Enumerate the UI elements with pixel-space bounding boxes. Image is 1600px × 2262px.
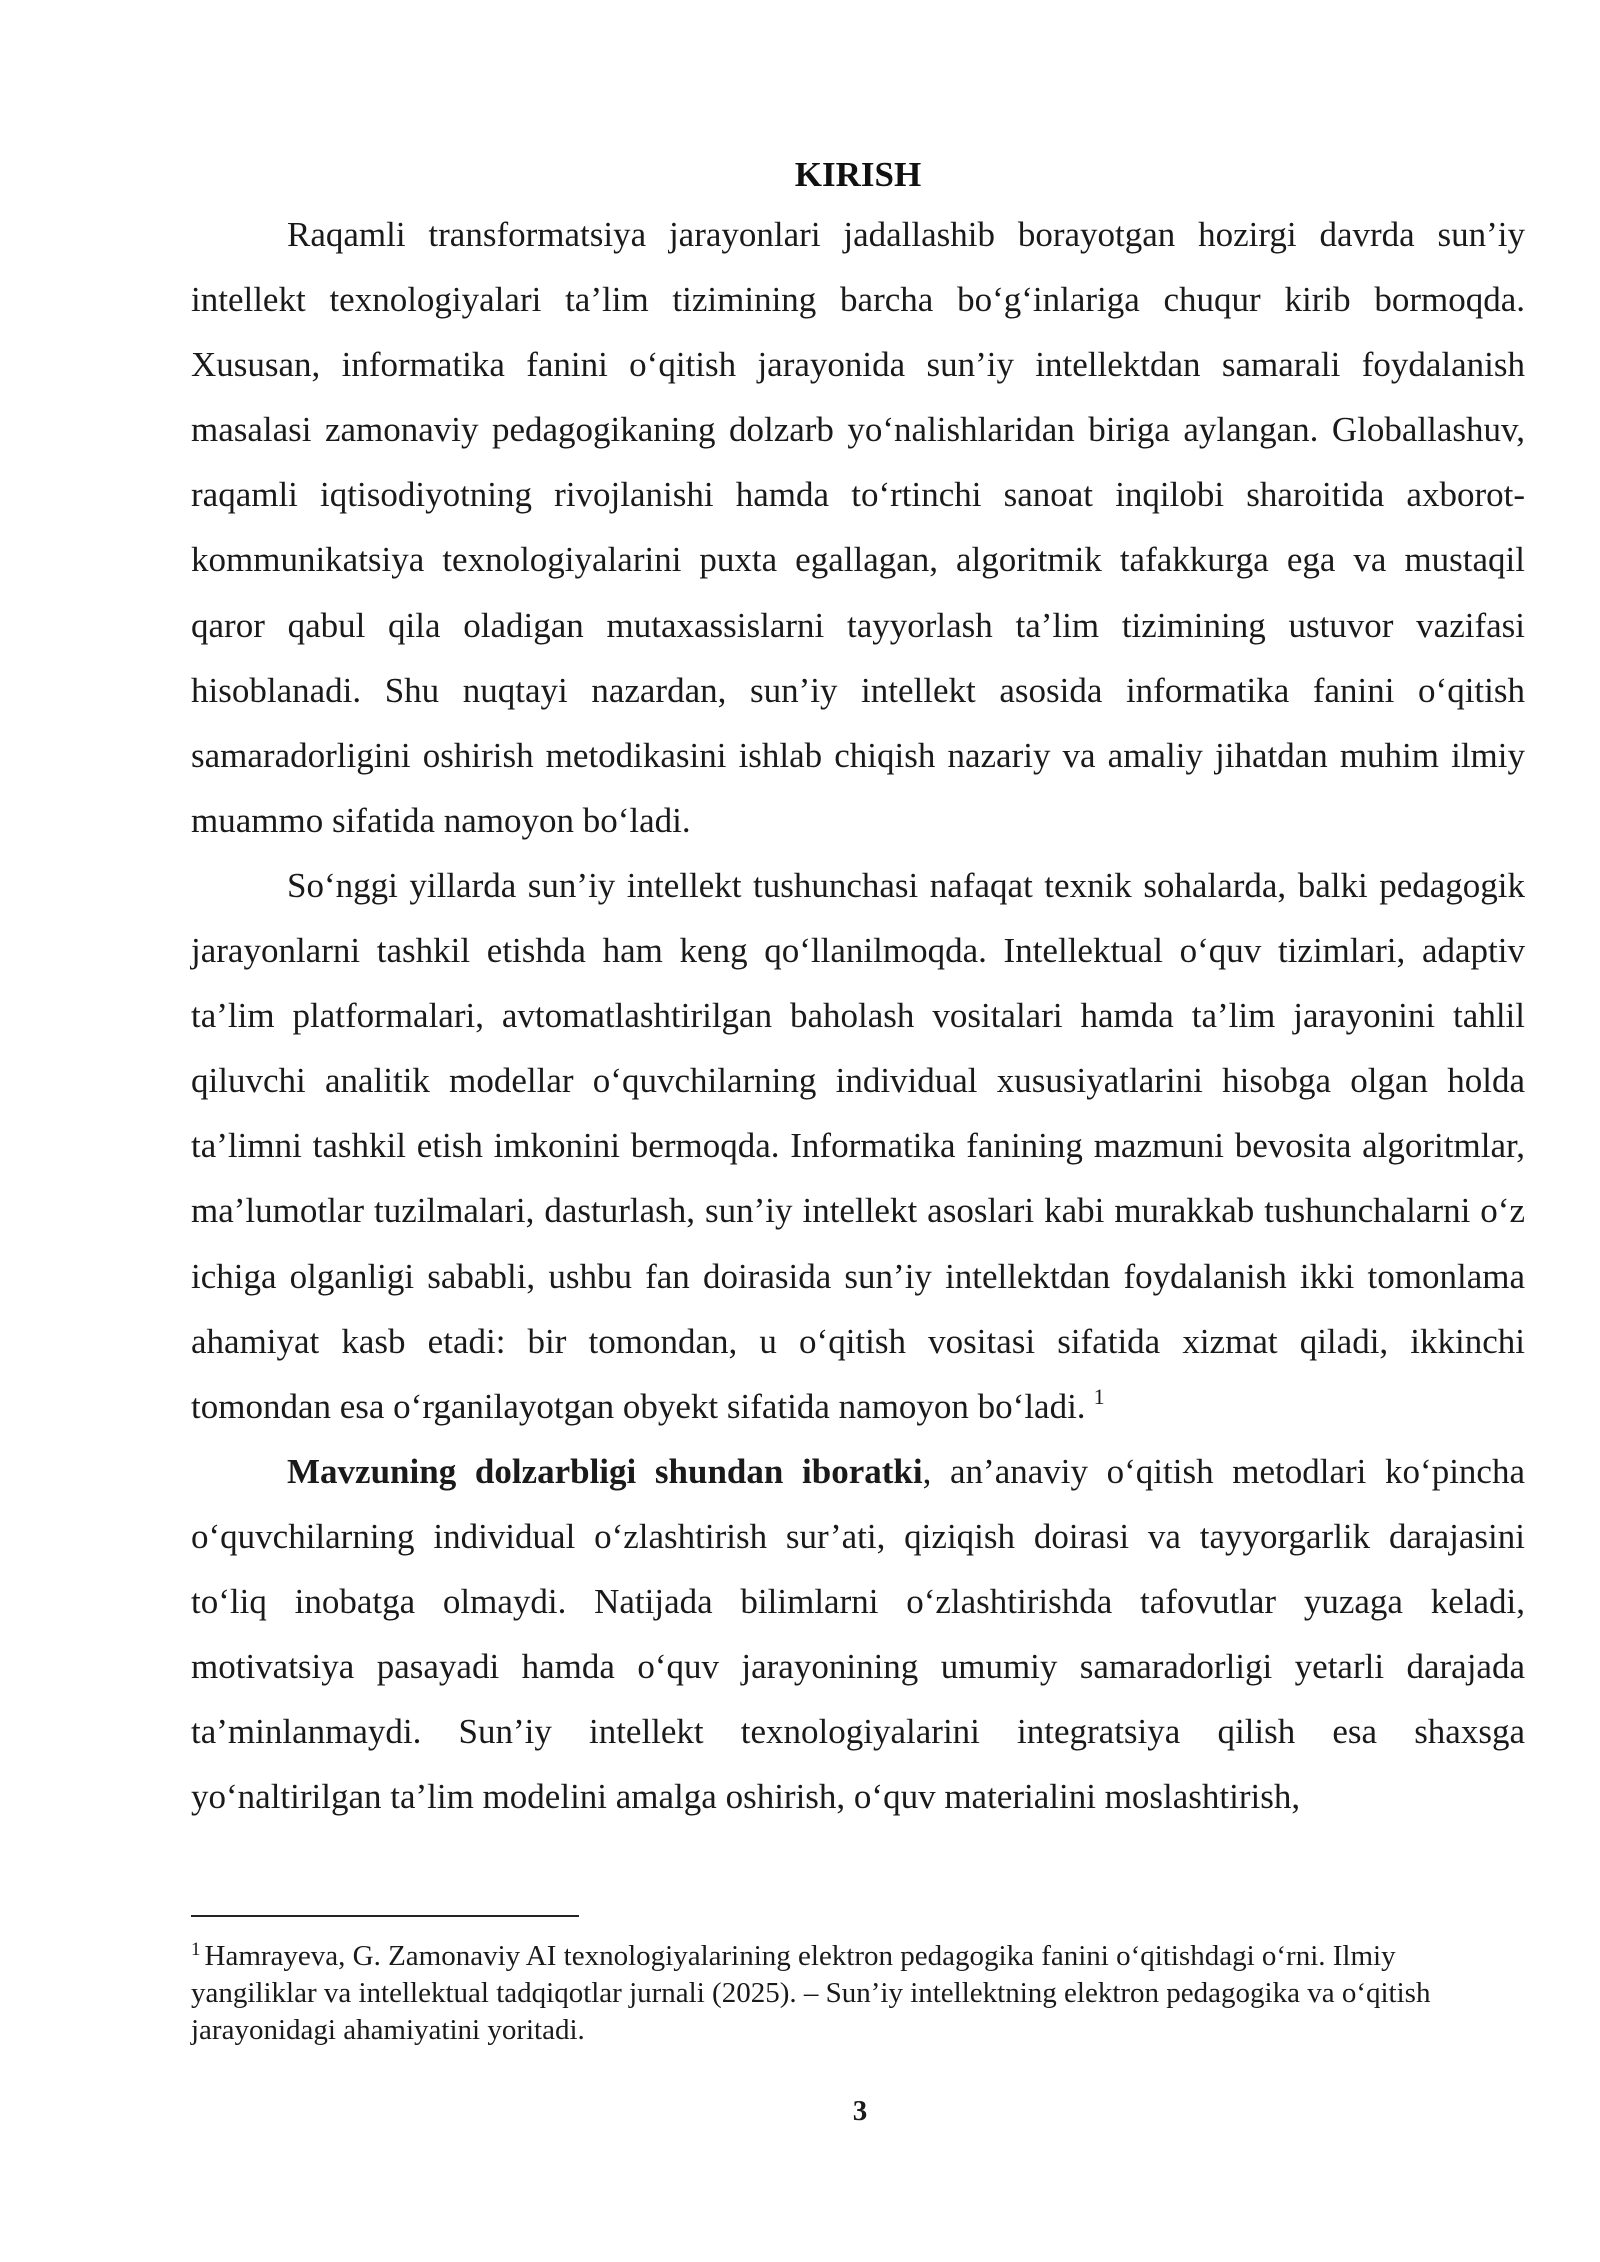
footnote-number: 1	[191, 1939, 201, 1960]
footnote-reference[interactable]: 1	[1093, 1383, 1105, 1409]
paragraph-2-text: So‘nggi yillarda sun’iy intellekt tushunchasi nafaqat texnik sohalarda, balki pedagogik jarayonlarni tashkil etishda ham keng qo‘llanilmoqda. Intellektual o‘quv tizimlari, adaptiv ta’lim platformalari, avtomatlashtirilgan baholash vositalari hamda ta’lim jarayonini tahlil qiluvchi analitik modellar o‘quvchilarning individual xususiyatlarini hisobga olgan holda ta’limni tashkil etish imkonini bermoqda. Informatika fanining mazmuni bevosita algoritmlar, ma’lumotlar tuzilmalari, dasturlash, sun’iy intellekt asoslari kabi murakkab tushunchalarni o‘z ichiga olganligi sababli, ushbu fan doirasida sun’iy intellektdan foydalanish ikki tomonlama ahamiyat kasb etadi: bir tomondan, u o‘qitish vositasi sifatida xizmat qiladi, ikkinchi tomondan esa o‘rganilayotgan obyekt sifatida namoyon bo‘ladi.	[191, 865, 1525, 1426]
paragraph-3-text: , an’anaviy o‘qitish metodlari ko‘pincha o‘quvchilarning individual o‘zlashtirish sur’ati, qiziqish doirasi va tayyorgarlik darajasini to‘liq inobatga olmaydi. Natijada bilimlarni o‘zlashtirishda tafovutlar yuzaga keladi, motivatsiya pasayadi hamda o‘quv jarayonining umumiy samaradorligi yetarli darajada ta’minlanmaydi. Sun’iy intellekt texnologiyalarini integratsiya qilish esa shaxsga yo‘naltirilgan ta’lim modelini amalga oshirish, o‘quv materialini moslashtirish,	[191, 1451, 1525, 1817]
footnote-separator	[191, 1915, 579, 1917]
paragraph-2	[191, 853, 1525, 1439]
section-heading: KIRISH	[794, 155, 922, 194]
paragraph-3	[191, 1439, 1525, 1830]
page-number: 3	[852, 2095, 868, 2127]
footnote-text: Hamrayeva, G. Zamonaviy AI texnologiyalarining elektron pedagogika fanini o‘qitishdagi o‘rni. Ilmiy yangiliklar va intellektual tadqiqotlar jurnali (2025). – Sun’iy intellektning elektron pedagogika va o‘qitish jarayonidagi ahamiyatini yoritadi.	[191, 1940, 1431, 2046]
document-body	[191, 150, 1525, 1829]
paragraph-3-lead: Mavzuning dolzarbligi shundan iboratki	[287, 1451, 923, 1491]
paragraph-1: Raqamli transformatsiya jarayonlari jadallashib borayotgan hozirgi davrda sun’iy intellekt texnologiyalari ta’lim tizimining barcha bo‘g‘inlariga chuqur kirib bormoqda. Xususan, informatika fanini o‘qitish jarayonida sun’iy intellektdan samarali foydalanish masalasi zamonaviy pedagogikaning dolzarb yo‘nalishlaridan biriga aylangan. Globallashuv, raqamli iqtisodiyotning rivojlanishi hamda to‘rtinchi sanoat inqilobi sharoitida axborot-kommunikatsiya texnologiyalarini puxta egallagan, algoritmik tafakkurga ega va mustaqil qaror qabul qila oladigan mutaxassislarni tayyorlash ta’lim tizimining ustuvor vazifasi hisoblanadi. Shu nuqtayi nazardan, sun’iy intellekt asosida informatika fanini o‘qitish samaradorligini oshirish metodikasini ishlab chiqish nazariy va amaliy jihatdan muhim ilmiy muammo sifatida namoyon bo‘ladi.	[191, 215, 1525, 840]
footnote	[191, 1938, 1525, 2049]
